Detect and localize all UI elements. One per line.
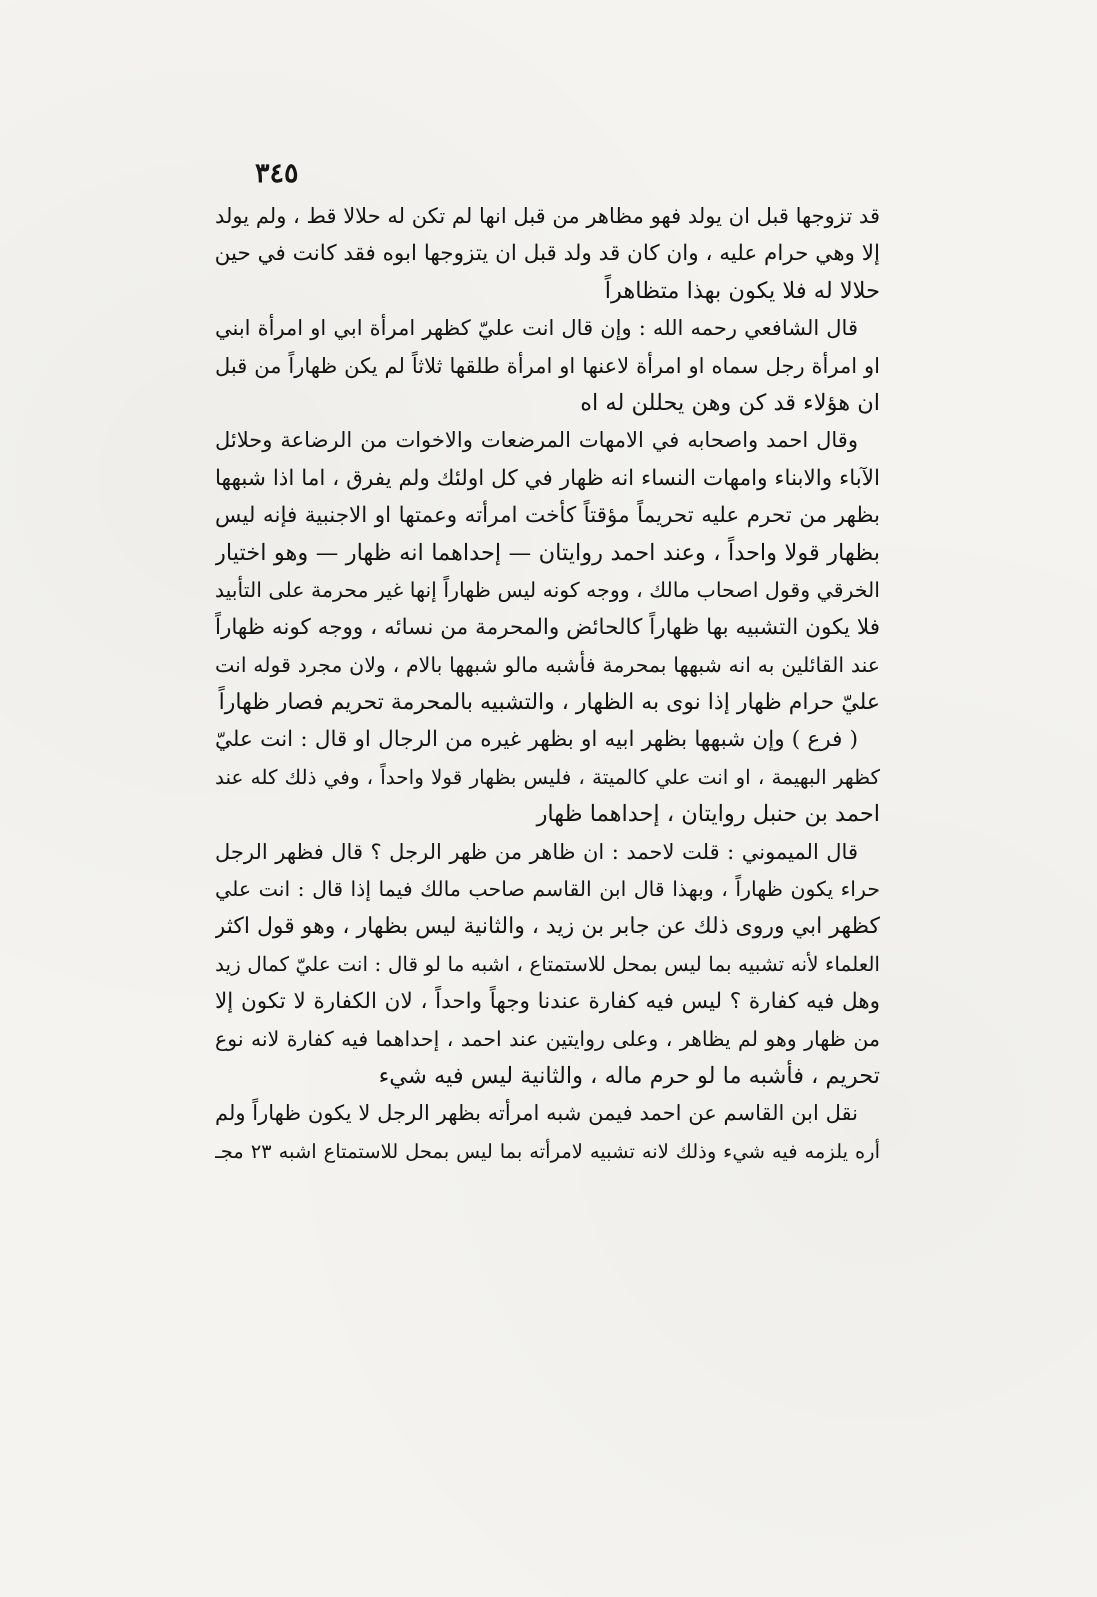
text-line: عليّ حرام ظهار إذا نوى به الظهار ، والتشبيه بالمحرمة تحريم فصار ظهاراً <box>218 690 880 716</box>
text-line: حراء يكون ظهاراً ، وبهذا قال ابن القاسم صاحب مالك فيما إذا قال : انت علي <box>215 877 880 902</box>
text-line: العلماء لأنه تشبيه بما ليس بمحل للاستمتاع ، اشبه ما لو قال : انت عليّ كمال زيد <box>215 951 880 976</box>
text-line: نقل ابن القاسم عن احمد فيمن شبه امرأته بظهر الرجل لا يكون ظهاراً ولم <box>215 1101 858 1126</box>
text-line: وقال احمد واصحابه في الامهات المرضعات والاخوات من الرضاعة وحلائل <box>215 428 858 453</box>
text-line: أره يلزمه فيه شيء وذلك لانه تشبيه لامرأته بما ليس بمحل للاستمتاع اشبه ٢٣ مجـ <box>215 1139 880 1163</box>
text-line: بظهر من تحرم عليه تحريماً مؤقتاً كأخت امرأته وعمتها او الاجنبية فإنه ليس <box>215 503 880 529</box>
text-line: حلالا له فلا يكون بهذا متظاهراً <box>604 277 880 304</box>
text-line: قال الميموني : قلت لاحمد : ان ظاهر من ظهر الرجل ؟ قال فظهر الرجل <box>215 839 858 864</box>
text-line: عند القائلين به انه شبهها بمحرمة فأشبه مالو شبهها بالام ، ولان مجرد قوله انت <box>215 652 880 677</box>
text-line: الآباء والابناء وامهات النساء انه ظهار في كل اولئك ولم يفرق ، اما اذا شبهها <box>215 465 880 491</box>
text-line: قال الشافعي رحمه الله : وإن قال انت عليّ كظهر امرأة ابي او امرأة ابني <box>215 316 858 341</box>
text-line: إلا وهي حرام عليه ، وان كان قد ولد قبل ان يتزوجها ابوه فقد كانت في حين <box>215 241 880 267</box>
text-line: وهل فيه كفارة ؟ ليس فيه كفارة عندنا وجهاً واحداً ، لان الكفارة لا تكون إلا <box>215 989 880 1015</box>
text-line: بظهار قولا واحداً ، وعند احمد روايتان — إحداهما انه ظهار — وهو اختيار <box>215 539 880 566</box>
text-line: الخرقي وقول اصحاب مالك ، ووجه كونه ليس ظهاراً إنها غير محرمة على التأبيد <box>215 577 880 602</box>
text-line: كظهر ابي وروى ذلك عن جابر بن زيد ، والثانية ليس بظهار ، وهو قول اكثر <box>215 914 880 940</box>
text-line: ان هؤلاء قد كن وهن يحللن له اه <box>580 389 880 416</box>
text-line: احمد بن حنبل روايتان ، إحداهما ظهار <box>536 801 880 828</box>
text-line: ( فرع ) وإن شبهها بظهر ابيه او بظهر غيره من الرجال او قال : انت عليّ <box>215 727 858 753</box>
page-number: ٣٤٥ <box>255 158 299 189</box>
text-line: تحريم ، فأشبه ما لو حرم ماله ، والثانية ليس فيه شيء <box>378 1062 880 1089</box>
text-line: من ظهار وهو لم يظاهر ، وعلى روايتين عند احمد ، إحداهما فيه كفارة لانه نوع <box>215 1026 880 1051</box>
text-line: قد تزوجها قبل ان يولد فهو مظاهر من قبل انها لم تكن له حلالا قط ، ولم يولد <box>215 204 880 228</box>
body-text <box>215 198 880 1170</box>
text-line: فلا يكون التشبيه بها ظهاراً كالحائض والمحرمة من نسائه ، ووجه كونه ظهاراً <box>215 615 880 641</box>
text-line: او امرأة رجل سماه او امرأة لاعنها او امرأة طلقها ثلاثاً لم يكن ظهاراً من قبل <box>215 353 880 378</box>
text-line: كظهر البهيمة ، او انت علي كالميتة ، فليس بظهار قولا واحداً ، وفي ذلك كله عند <box>215 764 880 789</box>
